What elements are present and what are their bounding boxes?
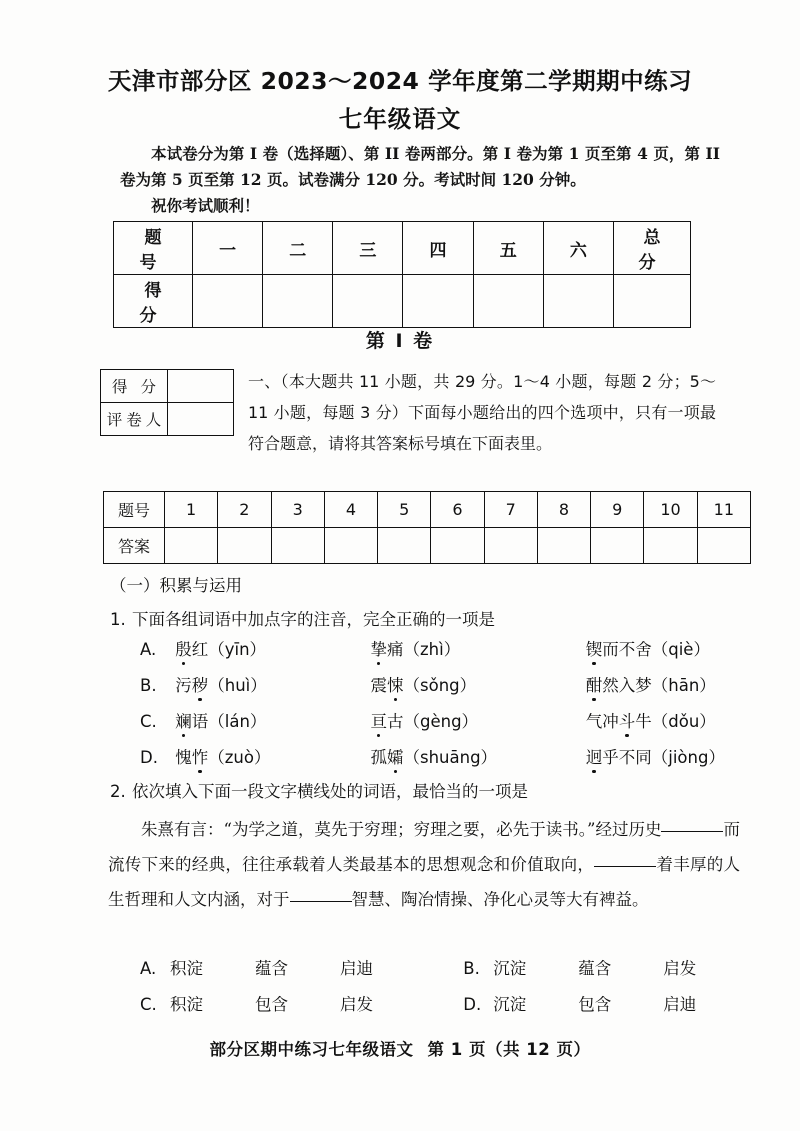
option-item-1: 污秽（huì） — [175, 672, 365, 696]
grader-box-score-label: 得 分 — [101, 370, 168, 403]
score-cell-total[interactable] — [614, 275, 691, 328]
option-word-3: 启发 — [663, 959, 697, 978]
option-item-2: 震悚（sǒng） — [371, 672, 581, 696]
question-1-option-d[interactable] — [140, 744, 760, 768]
option-word-1: 沉淀 — [493, 995, 527, 1014]
answer-number-8: 8 — [537, 492, 590, 528]
option-tag: C. — [140, 712, 157, 731]
answer-table-row-label: 题号 — [104, 492, 165, 528]
option-item-1: 殷红（yīn） — [175, 636, 365, 660]
option-item-2: 孤孀（shuāng） — [371, 744, 581, 768]
emphasis-dot-char: 殷 — [175, 636, 192, 660]
option-word-2: 蕴含 — [255, 959, 288, 978]
answer-cell-5[interactable] — [378, 528, 431, 564]
question-2-number: 2. — [110, 782, 126, 801]
option-item-3: 迥乎不同（jiòng） — [586, 744, 725, 768]
score-cell-2[interactable] — [263, 275, 333, 328]
emphasis-dot-char: 迥 — [586, 744, 603, 768]
score-table-col-1: 一 — [193, 222, 263, 275]
answer-cell-9[interactable] — [591, 528, 644, 564]
answer-cell-1[interactable] — [165, 528, 218, 564]
table-row — [114, 222, 691, 275]
answer-cell-8[interactable] — [537, 528, 590, 564]
option-word-1: 沉淀 — [493, 959, 527, 978]
table-row — [104, 528, 751, 564]
answer-number-2: 2 — [218, 492, 271, 528]
page-title: 天津市部分区 2023～2024 学年度第二学期期中练习 — [107, 67, 693, 95]
answer-cell-2[interactable] — [218, 528, 271, 564]
grader-box-grader-cell[interactable] — [168, 403, 234, 436]
option-tag: B. — [140, 676, 157, 695]
question-2-option-d[interactable] — [463, 995, 781, 1014]
answer-number-4: 4 — [324, 492, 377, 528]
option-word-3: 启发 — [340, 995, 373, 1014]
fill-blank-3[interactable] — [290, 901, 352, 902]
emphasis-dot-char: 挚 — [371, 636, 388, 660]
option-tag: B. — [463, 959, 480, 978]
option-tag: D. — [463, 995, 482, 1014]
question-2-option-b[interactable] — [463, 959, 781, 978]
option-tag: A. — [140, 959, 157, 978]
passage-segment-2: 而流传下来的经典，往往承载着人类最基本的思想观念和价值取向， — [108, 820, 740, 874]
score-cell-5[interactable] — [473, 275, 543, 328]
table-row — [104, 492, 751, 528]
question-2-options-row-2 — [140, 991, 760, 1015]
score-table-col-2: 二 — [263, 222, 333, 275]
answer-number-11: 11 — [697, 492, 750, 528]
question-1-option-a[interactable] — [140, 636, 760, 660]
question-2-stem — [110, 778, 528, 802]
option-tag: A. — [140, 640, 157, 659]
exam-instructions — [120, 141, 720, 219]
option-tag: D. — [140, 748, 158, 767]
score-table-col-6: 六 — [543, 222, 613, 275]
answer-cell-11[interactable] — [697, 528, 750, 564]
instruction-line-2: 祝你考试顺利！ — [151, 196, 260, 215]
answer-number-7: 7 — [484, 492, 537, 528]
grader-box-score-cell[interactable] — [168, 370, 234, 403]
score-table-row-label: 题 号 — [114, 222, 193, 275]
passage-segment-1: 朱熹有言：“为学之道，莫先于穷理；穷理之要，必先于读书。”经过历史 — [141, 820, 662, 839]
question-2-option-c[interactable] — [140, 995, 458, 1014]
emphasis-dot-char: 悚 — [387, 672, 404, 696]
answer-number-10: 10 — [644, 492, 697, 528]
answer-number-1: 1 — [165, 492, 218, 528]
section-one-intro: 一、（本大题共 11 小题，共 29 分。1～4 小题，每题 2 分；5～11 小题，每题 3 分）下面每小题给出的四个选项中，只有一项最符合题意，请将其答案标号填在下面表里。 — [248, 372, 716, 453]
answer-cell-3[interactable] — [271, 528, 324, 564]
option-word-3: 启迪 — [340, 959, 373, 978]
question-2-option-a[interactable] — [140, 959, 458, 978]
question-1-stem — [110, 606, 495, 630]
emphasis-dot-char: 斓 — [175, 708, 192, 732]
paper-one-heading: 第 I 卷 — [365, 330, 435, 352]
option-item-2: 亘古（gèng） — [371, 708, 581, 732]
option-word-2: 包含 — [578, 995, 612, 1014]
option-item-1: 斓语（lán） — [175, 708, 365, 732]
score-cell-1[interactable] — [193, 275, 263, 328]
emphasis-dot-char: 酣 — [586, 672, 603, 696]
question-1-text: 下面各组词语中加点字的注音，完全正确的一项是 — [132, 610, 495, 629]
emphasis-dot-char: 孀 — [387, 744, 404, 768]
option-word-2: 包含 — [255, 995, 288, 1014]
fill-blank-1[interactable] — [661, 831, 723, 832]
answer-number-6: 6 — [431, 492, 484, 528]
score-cell-4[interactable] — [403, 275, 473, 328]
option-word-3: 启迪 — [663, 995, 697, 1014]
answer-cell-6[interactable] — [431, 528, 484, 564]
option-item-3: 锲而不舍（qiè） — [586, 636, 710, 660]
option-item-3: 酣然入梦（hān） — [586, 672, 716, 696]
subsection-heading: （一）积累与运用 — [110, 576, 242, 595]
question-2-options-row-1 — [140, 955, 760, 979]
option-item-3: 气冲斗牛（dǒu） — [586, 708, 716, 732]
option-word-1: 积淀 — [170, 995, 203, 1014]
emphasis-dot-char: 锲 — [586, 636, 603, 660]
score-table-col-3: 三 — [333, 222, 403, 275]
fill-blank-2[interactable] — [594, 866, 656, 867]
question-1-option-c[interactable] — [140, 708, 760, 732]
score-table-col-total: 总 分 — [614, 222, 691, 275]
score-cell-6[interactable] — [543, 275, 613, 328]
emphasis-dot-char: 斗 — [619, 708, 636, 732]
passage-segment-3: 着丰厚的人生哲理和人文内涵，对于 — [108, 855, 741, 909]
answer-table-row-label: 答案 — [104, 528, 165, 564]
question-2-text: 依次填入下面一段文字横线处的词语，最恰当的一项是 — [132, 782, 528, 801]
page-subtitle: 七年级语文 — [338, 105, 462, 133]
answer-grid-table — [103, 491, 751, 564]
table-row — [101, 403, 234, 436]
answer-number-3: 3 — [271, 492, 324, 528]
answer-number-5: 5 — [378, 492, 431, 528]
answer-cell-7[interactable] — [484, 528, 537, 564]
answer-cell-10[interactable] — [644, 528, 697, 564]
score-table-row-label: 得 分 — [114, 275, 193, 328]
answer-cell-4[interactable] — [324, 528, 377, 564]
grader-box-grader-label: 评卷人 — [101, 403, 168, 436]
emphasis-dot-char: 秽 — [192, 672, 209, 696]
table-row — [114, 275, 691, 328]
option-item-2: 挚痛（zhì） — [371, 636, 581, 660]
emphasis-dot-char: 怍 — [192, 744, 209, 768]
table-row — [101, 370, 234, 403]
page-footer — [0, 1036, 800, 1060]
grader-box-table — [100, 369, 234, 436]
score-table-col-5: 五 — [473, 222, 543, 275]
emphasis-dot-char: 亘 — [371, 708, 388, 732]
score-summary-table — [113, 221, 691, 328]
answer-number-9: 9 — [591, 492, 644, 528]
score-table-col-4: 四 — [403, 222, 473, 275]
option-tag: C. — [140, 995, 157, 1014]
footer-page-number: 第 1 页（共 12 页） — [427, 1040, 591, 1059]
question-1-option-b[interactable] — [140, 672, 760, 696]
option-item-1: 愧怍（zuò） — [175, 744, 365, 768]
question-1-number: 1. — [110, 610, 126, 629]
score-cell-3[interactable] — [333, 275, 403, 328]
option-word-2: 蕴含 — [578, 959, 612, 978]
footer-subject: 部分区期中练习七年级语文 — [209, 1040, 414, 1059]
option-word-1: 积淀 — [170, 959, 203, 978]
instruction-line-1: 本试卷分为第 I 卷（选择题）、第 II 卷两部分。第 I 卷为第 1 页至第 4 页，第 II 卷为第 5 页至第 12 页。试卷满分 120 分。考试时间 120 分钟。 — [120, 144, 720, 189]
passage-segment-4: 智慧、陶冶情操、净化心灵等大有裨益。 — [351, 890, 649, 909]
question-2-passage — [108, 812, 740, 917]
